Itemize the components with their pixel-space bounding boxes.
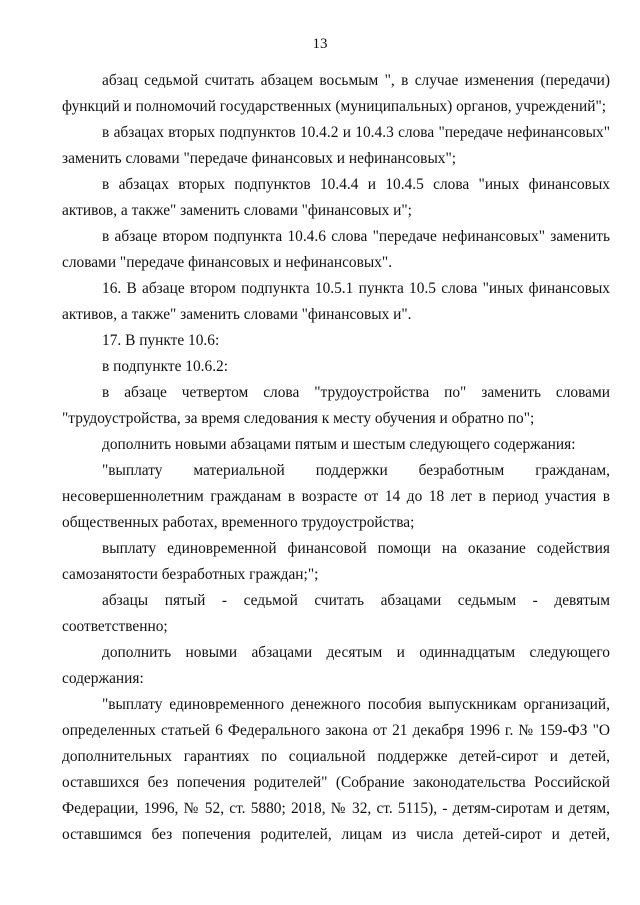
paragraph-7: в подпункте 10.6.2:: [102, 358, 229, 375]
paragraph-3: в абзацах вторых подпунктов 10.4.4 и 10.4.5 слова "иных финансовых активов, а также" заменить словами "финансовых и";: [62, 176, 610, 219]
paragraph-10: "выплату материальной поддержки безработным гражданам, несовершеннолетним гражданам в возрасте от 14 до 18 лет в период участия в общественных работах, временного трудоустройства;: [62, 462, 610, 531]
page-number: 13: [312, 36, 328, 52]
document-body: [62, 68, 610, 848]
paragraph-13: дополнить новыми абзацами десятым и одиннадцатым следующего содержания:: [62, 644, 610, 687]
paragraph-1: абзац седьмой считать абзацем восьмым ", в случае изменения (передачи) функций и полномочий государственных (муниципальных) органов, учреждений";: [62, 72, 610, 115]
paragraph-4: в абзаце втором подпункта 10.4.6 слова "передаче нефинансовых" заменить словами "передаче финансовых и нефинансовых".: [62, 228, 610, 271]
paragraph-5: 16. В абзаце втором подпункта 10.5.1 пункта 10.5 слова "иных финансовых активов, а также" заменить словами "финансовых и".: [62, 280, 610, 323]
paragraph-8: в абзаце четвертом слова "трудоустройства по" заменить словами "трудоустройства, за время следования к месту обучения и обратно по";: [62, 384, 610, 427]
paragraph-12: абзацы пятый - седьмой считать абзацами седьмым - девятым соответственно;: [62, 592, 610, 635]
paragraph-14: "выплату единовременного денежного пособия выпускникам организаций, определенных статьей 6 Федерального закона от 21 декабря 1996 г. № 159-ФЗ "О дополнительных гарантиях по социальной поддержке детей-сирот и детей, оставшихся без попечения родителей" (Собрание законодательства Российской Федерации, 1996, № 52, ст. 5880; 2018, № 32, ст. 5115), - детям-сиротам и детям, оставшимся без попечения родителей, лицам из числа детей-сирот и детей,: [62, 696, 610, 843]
paragraph-9: дополнить новыми абзацами пятым и шестым следующего содержания:: [102, 436, 576, 453]
paragraph-6: 17. В пункте 10.6:: [102, 332, 220, 349]
paragraph-11: выплату единовременной финансовой помощи на оказание содействия самозанятости безработных граждан;";: [62, 540, 610, 583]
paragraph-2: в абзацах вторых подпунктов 10.4.2 и 10.4.3 слова "передаче нефинансовых" заменить словами "передаче финансовых и нефинансовых";: [62, 124, 610, 167]
